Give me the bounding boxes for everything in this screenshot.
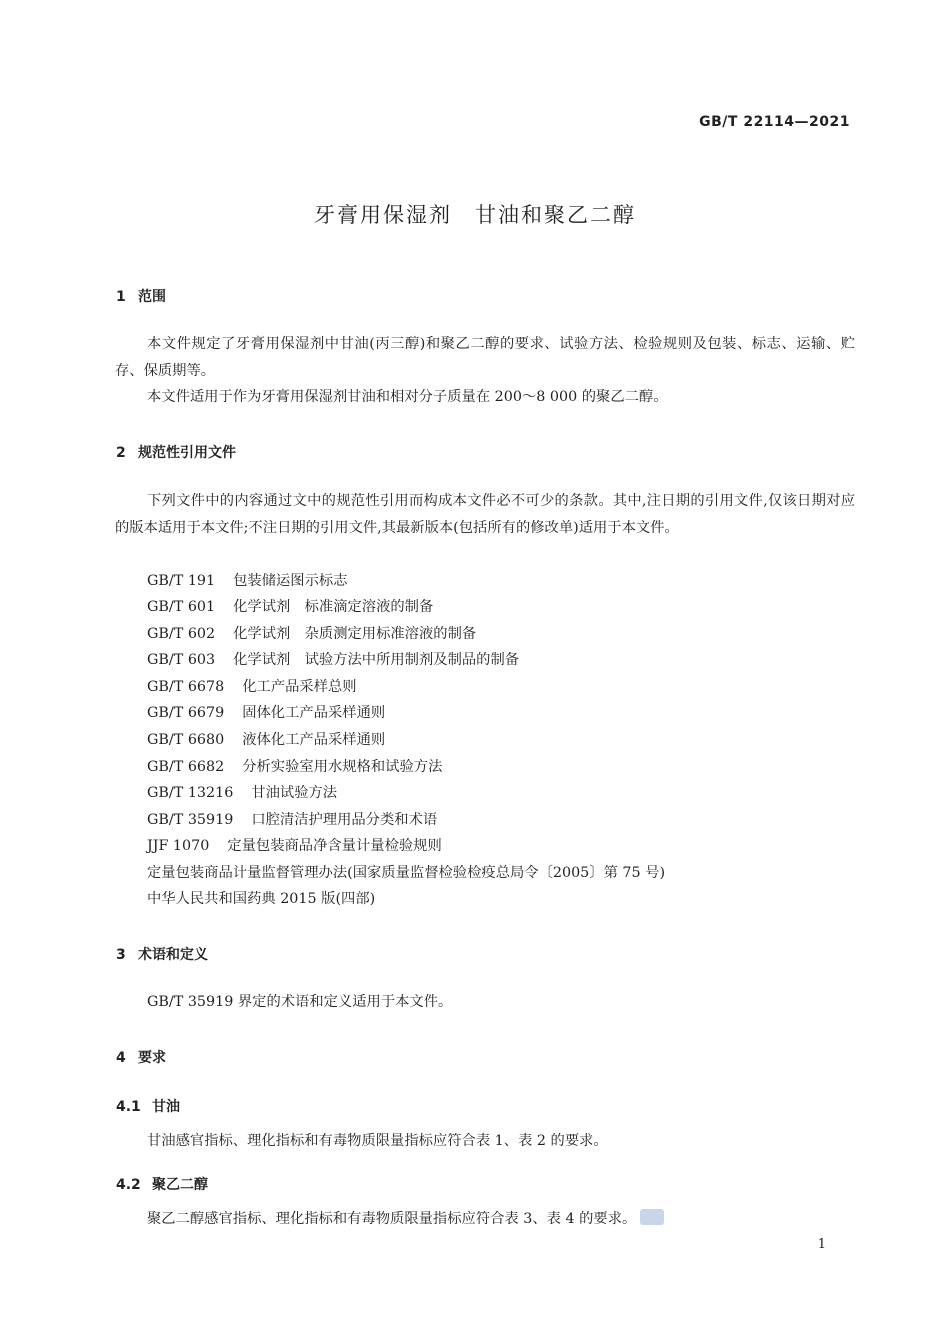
normative-reference — [147, 703, 385, 723]
section-3-paragraph: GB/T 35919 界定的术语和定义适用于本文件。 — [147, 994, 453, 1010]
reference-title: 化学试剂 杂质测定用标准溶液的制备 — [233, 626, 477, 642]
reference-title: 液体化工产品采样通则 — [242, 732, 386, 748]
section-1-paragraph-1: 本文件规定了牙膏用保湿剂中甘油(丙三醇)和聚乙二醇的要求、试验方法、检验规则及包装、标志、运输、贮存、保质期等。 — [115, 336, 855, 379]
reference-title: 定量包装商品净含量计量检验规则 — [227, 838, 442, 854]
reference-title: 口腔清洁护理用品分类和术语 — [251, 812, 438, 828]
reference-title: 甘油试验方法 — [251, 785, 338, 801]
document-title: 牙膏用保湿剂 甘油和聚乙二醇 — [314, 203, 636, 227]
section-4-2-paragraph — [147, 1209, 664, 1229]
reference-code: GB/T 6679 — [147, 705, 225, 721]
reference-title: 化学试剂 标准滴定溶液的制备 — [233, 599, 434, 615]
page-number: 1 — [817, 1237, 826, 1252]
section-title: 甘油 — [152, 1099, 180, 1115]
reference-code: GB/T 6682 — [147, 759, 225, 775]
section-4-heading — [116, 1047, 166, 1067]
section-2-paragraph-1: 下列文件中的内容通过文中的规范性引用而构成本文件必不可少的条款。其中,注日期的引用文件,仅该日期对应的版本适用于本文件;不注日期的引用文件,其最新版本(包括所有的修改单)适用于本文件。 — [115, 493, 855, 536]
normative-reference — [147, 677, 357, 697]
reference-title: 化学试剂 试验方法中所用制剂及制品的制备 — [233, 652, 520, 668]
reference-title: 分析实验室用水规格和试验方法 — [242, 759, 443, 775]
normative-reference — [147, 836, 442, 856]
normative-reference — [147, 650, 519, 670]
reference-title: 包装储运图示标志 — [233, 573, 348, 589]
reference-code: GB/T 602 — [147, 626, 216, 642]
section-1-paragraph-2: 本文件适用于作为牙膏用保湿剂甘油和相对分子质量在 200～8 000 的聚乙二醇。 — [147, 389, 668, 405]
normative-reference: 定量包装商品计量监督管理办法(国家质量监督检验检疫总局令〔2005〕第 75 号) — [147, 865, 666, 881]
reference-code: GB/T 6678 — [147, 679, 225, 695]
section-number: 1 — [116, 289, 126, 305]
reference-code: GB/T 6680 — [147, 732, 225, 748]
standard-code: GB/T 22114—2021 — [699, 114, 850, 130]
section-number: 2 — [116, 445, 126, 461]
reference-code: GB/T 603 — [147, 652, 216, 668]
section-4-2-heading — [116, 1174, 208, 1194]
reference-code: JJF 1070 — [147, 838, 210, 854]
section-number: 4.2 — [116, 1177, 141, 1193]
normative-reference — [147, 810, 437, 830]
reference-code: GB/T 601 — [147, 599, 216, 615]
section-title: 术语和定义 — [138, 947, 208, 963]
section-4-1-heading — [116, 1096, 180, 1116]
section-4-1-paragraph: 甘油感官指标、理化指标和有毒物质限量指标应符合表 1、表 2 的要求。 — [147, 1133, 608, 1149]
section-title: 聚乙二醇 — [152, 1177, 208, 1193]
section-title: 范围 — [138, 289, 166, 305]
reference-code: GB/T 35919 — [147, 812, 234, 828]
section-number: 3 — [116, 947, 126, 963]
normative-reference — [147, 624, 476, 644]
watermark-logo-icon — [640, 1209, 664, 1225]
normative-reference: 中华人民共和国药典 2015 版(四部) — [147, 891, 376, 907]
section-2-heading — [116, 442, 236, 462]
paragraph-text: 聚乙二醇感官指标、理化指标和有毒物质限量指标应符合表 3、表 4 的要求。 — [147, 1211, 637, 1227]
section-number: 4.1 — [116, 1099, 141, 1115]
normative-reference — [147, 597, 433, 617]
normative-reference — [147, 757, 442, 777]
section-1-heading — [116, 286, 166, 306]
reference-code: GB/T 191 — [147, 573, 216, 589]
section-3-heading — [116, 944, 208, 964]
normative-reference — [147, 783, 337, 803]
section-title: 要求 — [138, 1050, 166, 1066]
normative-reference — [147, 571, 348, 591]
reference-code: GB/T 13216 — [147, 785, 234, 801]
reference-title: 固体化工产品采样通则 — [242, 705, 386, 721]
normative-reference — [147, 730, 385, 750]
reference-title: 化工产品采样总则 — [242, 679, 357, 695]
section-title: 规范性引用文件 — [138, 445, 236, 461]
section-number: 4 — [116, 1050, 126, 1066]
